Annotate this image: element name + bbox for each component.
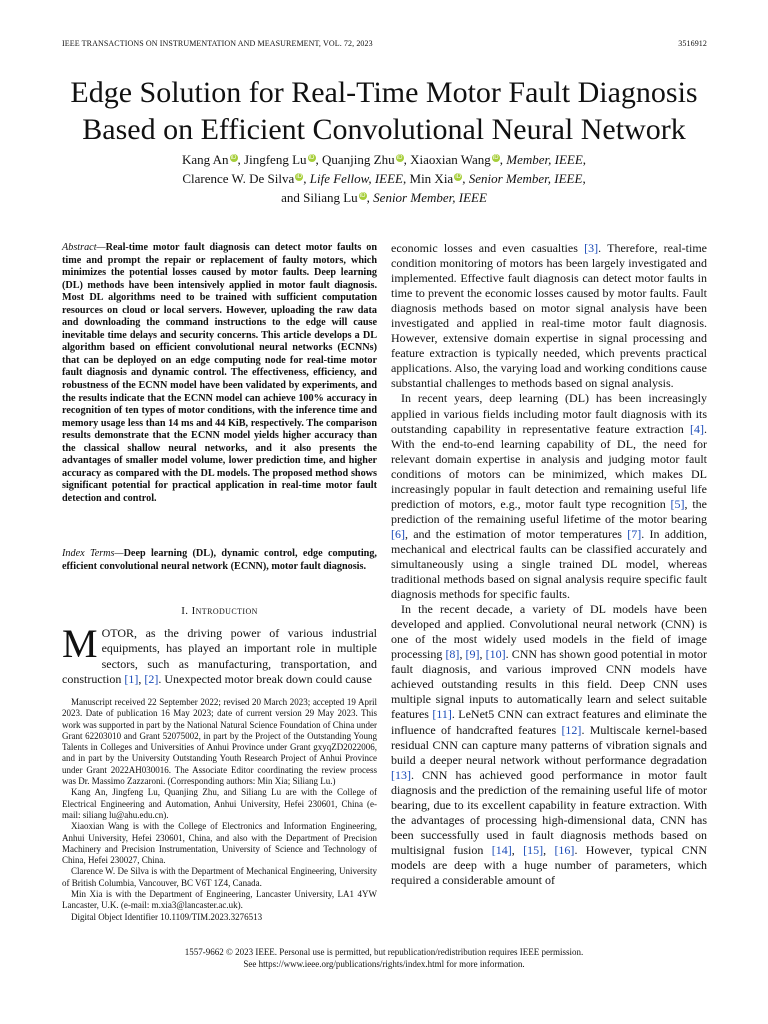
citation-link[interactable]: [11] — [432, 707, 452, 722]
intro-paragraph — [62, 621, 377, 687]
author-role: Life Fellow, IEEE — [309, 171, 404, 186]
paper-title — [0, 74, 768, 148]
orcid-icon[interactable]: iD — [296, 174, 303, 180]
intro-lead: OTOR — [101, 626, 135, 640]
author-role: Senior Member, IEEE — [468, 171, 583, 186]
intro-text: , as the driving power of various industrial equipments, has played an important role in multiple sectors, such as manufacturing, transportation, and construction — [62, 626, 377, 686]
index-terms-text: Deep learning (DL), dynamic control, edge computing, efficient convolutional neural network (ECNN), motor fault diagnosis. — [62, 548, 377, 572]
orcid-icon[interactable]: iD — [308, 155, 315, 161]
body-paragraph — [391, 391, 707, 602]
citation-link[interactable]: [1] — [124, 671, 139, 686]
abstract-label: Abstract— — [62, 242, 106, 253]
body-text: , — [459, 647, 466, 662]
body-text: . CNN has shown good potential in motor fault diagnosis, and various improved CNN models have achieved outstanding results in this field. Deep CNN uses multiple signal inputs to automatically learn and select suitable features — [391, 647, 708, 722]
author-name: Siliang Lu — [303, 190, 358, 205]
citation-link[interactable]: [16] — [554, 842, 575, 857]
article-number: 3516912 — [678, 39, 707, 48]
body-text: . With the end-to-end learning capability of DL, the need for relevant domain expertise in analysis and judging motor fault conditions of motors can be minimized, which makes DL increasingly popular in fault detection and remaining useful life prediction of motors, e.g., motor fault type recognition — [391, 421, 707, 511]
citation-link[interactable]: [5] — [670, 496, 685, 511]
citation-link[interactable]: [6] — [391, 526, 405, 541]
citation-link[interactable]: [4] — [690, 421, 704, 436]
footnote-affiliation: Clarence W. De Silva is with the Department of Mechanical Engineering, University of British Columbia, Vancouver, BC V6T 1Z4, Canada. — [62, 866, 377, 888]
title-line-2: Based on Efficient Convolutional Neural Network — [82, 113, 686, 146]
abstract — [62, 242, 377, 505]
copyright-line-1: 1557-9662 © 2023 IEEE. Personal use is permitted, but republication/redistribution requires IEEE permission. — [184, 947, 584, 957]
index-terms-label: Index Terms— — [62, 548, 124, 559]
author-line-2: Clarence W. De Silva iD, Life Fellow, IEEE, Min Xia iD, Senior Member, IEEE, — [182, 171, 586, 186]
copyright-notice — [0, 947, 768, 970]
author-role: Senior Member, IEEE — [373, 190, 487, 205]
body-text: . In addition, mechanical and electrical faults can be classified accurately and simultaneously using a single trained DL model, whereas traditional methods based on signal analysis require specific fault diagnosis methods for specific faults. — [391, 526, 708, 602]
author-name: Min Xia — [409, 171, 454, 186]
author-prefix: and — [281, 190, 304, 205]
citation-link[interactable]: [9] — [465, 647, 480, 662]
body-text: , — [543, 842, 555, 857]
abstract-text: Real-time motor fault diagnosis can detect motor faults on time and prompt the repair or replacement of faulty motors, which minimizes the potential losses caused by motor faults. Deep learning (DL) methods have been intensively applied in motor fault diagnosis. Most DL algorithms need to be trained with sufficient computation resources on cloud or local servers. However, uploading the raw data and downloading the command instructions to the edge will cause inevitable time delays and security concerns. This article develops a DL algorithm based on efficient convolutional neural networks (ECNNs) that can be deployed on an edge computing node for real-time motor fault diagnosis and dynamic control. The effectiveness, efficiency, and robustness of the ECNN model have been validated by experiments, and the results indicate that the ECNN model can achieve 100% accuracy in recognition of ten types of motor conditions, with the inference time and memory usage less than 14 ms and 44 KiB, respectively. The comparison results demonstrate that the ECNN model yields higher accuracy than the classical shallow neural networks, and it also presents the advantages of smaller model volume, lower prediction time, and higher accuracy as compared with the DL models. The proposed method shows significant potential for practical application in real-time motor fault detection and control. — [62, 242, 377, 504]
body-text: , — [479, 647, 486, 662]
citation-link[interactable]: [2] — [144, 671, 159, 686]
index-terms — [62, 548, 377, 573]
body-text: In recent years, deep learning (DL) has been increasingly applied in various fields including motor fault diagnosis with its outstanding capability in representative feature extraction — [391, 391, 707, 436]
citation-link[interactable]: [12] — [561, 722, 582, 737]
footnote-manuscript: Manuscript received 22 September 2022; revised 20 March 2023; accepted 19 April 2023. Date of publication 16 May 2023; date of current version 29 May 2023. This work was supported in part by the National Natural Science Foundation of China under Grant 62203010 and Grant 52075002, in part by the Project of the Outstanding Young Talents in Colleges and Universities of Anhui Province under Grant gxyqZD2022006, and in part by the University Outstanding Youth Research Project of Anhui Province under Grant 2022AH030016. The Associate Editor coordinating the review process was Dr. Massimo Zazzaroni. (Corresponding authors: Min Xia; Siliang Lu.) — [62, 697, 377, 787]
intro-text: . Unexpected motor break down could cause — [158, 671, 372, 686]
section-title: Introduction — [191, 605, 258, 617]
orcid-icon[interactable]: iD — [492, 155, 499, 161]
body-paragraph — [391, 602, 707, 888]
footnote-doi[interactable]: Digital Object Identifier 10.1109/TIM.2023.3276513 — [71, 911, 263, 922]
footnote-affiliation: Xiaoxian Wang is with the College of Electronics and Information Engineering, Anhui University, Hefei 230601, China, and also with the Department of Precision Machinery and Precision Instrumentation, University of Science and Technology of China, Hefei 230027, China. — [62, 821, 377, 866]
body-text: . Therefore, real-time condition monitoring of motors has been largely investigated and implemented. Effective fault diagnosis can detect motor faults in time to prevent the economic losses caused by motor faults. Fault diagnosis methods based on motor signal analysis have been investigated and applied in real-time motor fault diagnosis. However, extensive domain expertise in signal processing and feature extraction is typically needed, which prevents practical applications. Also, the varying load and working conditions cause substantial challenges to methods based on signal analysis. — [391, 241, 707, 391]
orcid-icon[interactable]: iD — [396, 155, 403, 161]
body-text: , the prediction of the remaining useful lifetime of the motor bearing — [391, 496, 707, 526]
body-text: . CNN has achieved good performance in motor fault diagnosis and the prediction of the remaining useful life of motor bearing, due to its excellent capability in feature extraction. With the advantages of processing high-dimensional data, CNN has been successfully used in fault diagnosis methods based on multisignal fusion — [391, 767, 707, 857]
section-heading — [62, 605, 377, 617]
citation-link[interactable]: [14] — [491, 842, 512, 857]
body-text: . LeNet5 CNN can extract features and eliminate the influence of handcrafted features — [391, 707, 707, 737]
author-name: Xiaoxian Wang — [410, 152, 491, 167]
author-line-1: Kang An iD, Jingfeng Lu iD, Quanjing Zhu iD, Xiaoxian Wang iD, Member, IEEE, — [181, 152, 587, 167]
author-name: Clarence W. De Silva — [182, 171, 295, 186]
author-name: Kang An — [181, 152, 229, 167]
citation-link[interactable]: [7] — [627, 526, 642, 541]
orcid-icon[interactable]: iD — [359, 193, 366, 199]
body-text: , and the estimation of motor temperatures — [405, 526, 628, 541]
author-line-3: and Siliang Lu iD, Senior Member, IEEE — [281, 190, 487, 205]
intro-text: , — [138, 671, 145, 686]
title-line-1: Edge Solution for Real-Time Motor Fault Diagnosis — [70, 76, 698, 109]
body-text: , — [511, 842, 524, 857]
author-name: Quanjing Zhu — [322, 152, 395, 167]
body-text: . Multiscale kernel-based residual CNN can capture many patterns of vibration signals and build a deeper neural network without performance degradation — [391, 722, 707, 767]
right-column — [391, 241, 707, 888]
body-paragraph — [391, 241, 707, 391]
footnote-affiliation: Kang An, Jingfeng Lu, Quanjing Zhu, and Siliang Lu are with the College of Electrical Engineering and Automation, Anhui University, Hefei 230601, China (e-mail: siliang lu@ahu.edu.cn). — [62, 787, 377, 820]
body-text: . However, typical CNN models are deep with a huge number of parameters, which required a considerable amount of — [391, 842, 707, 887]
author-role: Member, IEEE — [506, 152, 583, 167]
footnotes — [62, 697, 377, 923]
orcid-icon[interactable]: iD — [230, 155, 237, 161]
journal-header: IEEE TRANSACTIONS ON INSTRUMENTATION AND MEASUREMENT, VOL. 72, 2023 — [62, 39, 373, 48]
author-name: Jingfeng Lu — [244, 152, 307, 167]
drop-cap: M — [62, 621, 98, 666]
body-text: In the recent decade, a variety of DL models have been developed and applied. Convolutional neural network (CNN) is one of the most widely used models in the field of image processing — [391, 602, 707, 662]
footnote-affiliation: Min Xia is with the Department of Engineering, Lancaster University, LA1 4YW Lancaster, U.K. (e-mail: m.xia3@lancaster.ac.uk). — [62, 889, 377, 911]
citation-link[interactable]: [3] — [584, 241, 599, 255]
citation-link[interactable]: [15] — [523, 842, 544, 857]
body-text: economic losses and even casualties — [391, 241, 585, 255]
citation-link[interactable]: [8] — [445, 647, 460, 662]
orcid-icon[interactable]: iD — [455, 174, 462, 180]
author-list — [0, 150, 768, 207]
citation-link[interactable]: [13] — [391, 767, 411, 782]
citation-link[interactable]: [10] — [485, 647, 506, 662]
copyright-line-2[interactable]: See https://www.ieee.org/publications/rights/index.html for more information. — [243, 958, 525, 969]
section-numeral: I. — [181, 605, 189, 617]
